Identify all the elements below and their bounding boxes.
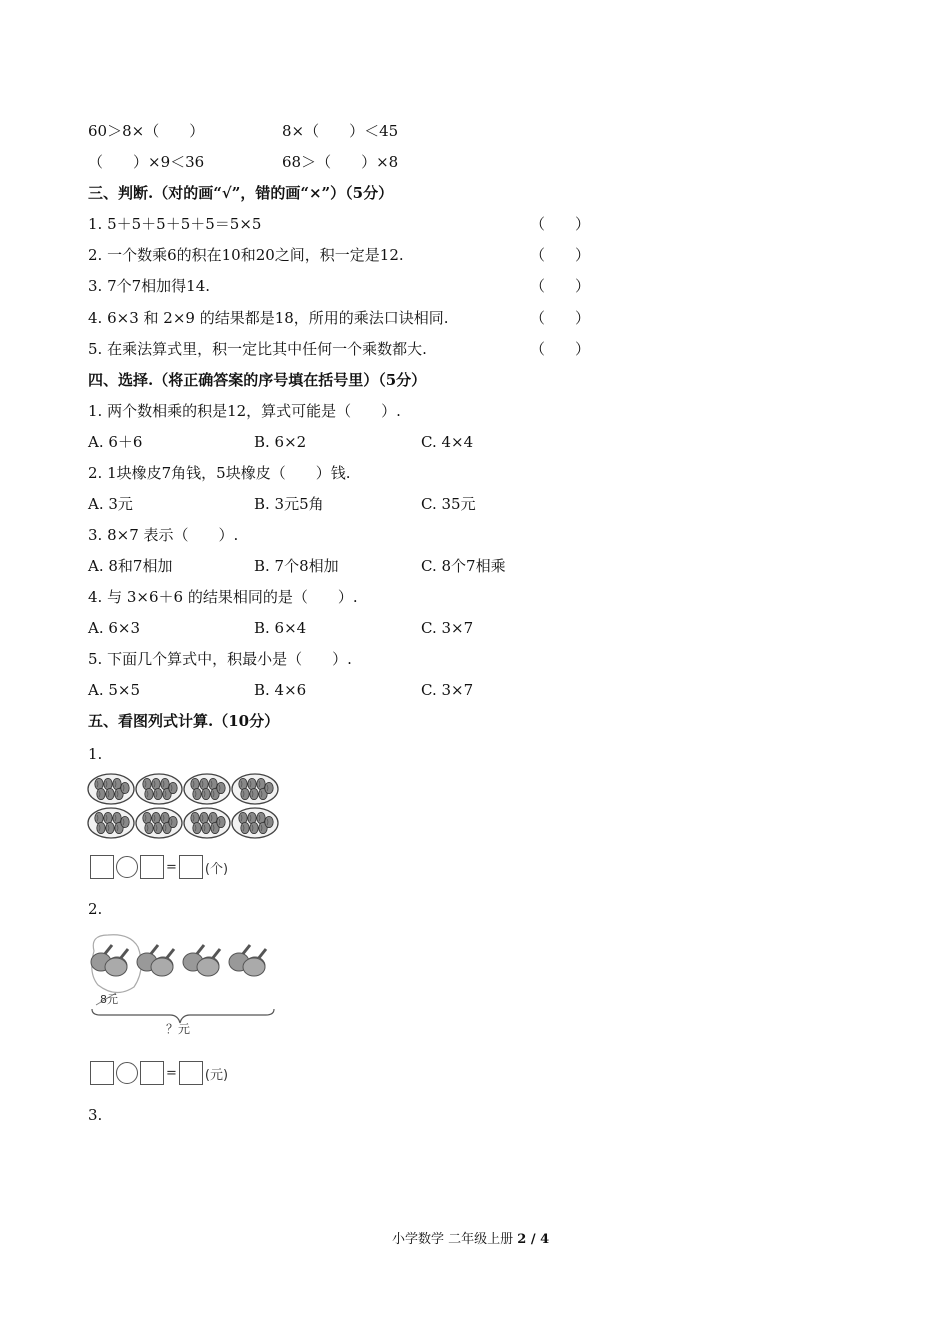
equation-row-2: [90, 1061, 230, 1085]
fill-left-1: 60＞8×（ ）: [88, 122, 205, 140]
choice-5-option-a[interactable]: A. 5×5: [88, 681, 141, 699]
choice-question-3: 3. 8×7 表示（ ）.: [88, 526, 239, 544]
choice-3-option-a[interactable]: A. 8和7相加: [88, 557, 173, 575]
page-footer: [392, 1228, 549, 1247]
operator-circle[interactable]: [116, 856, 138, 878]
choice-1-option-a[interactable]: A. 6＋6: [88, 433, 143, 451]
judge-item-1: 1. 5＋5＋5＋5＋5＝5×5: [88, 215, 262, 233]
problem-2-number: 2.: [88, 900, 103, 918]
choice-4-option-a[interactable]: A. 6×3: [88, 619, 141, 637]
problem-1-number: 1.: [88, 745, 103, 763]
footer-text: 小学数学 二年级上册: [392, 1232, 518, 1247]
judge-item-5: 5. 在乘法算式里，积一定比其中任何一个乘数都大.: [88, 340, 427, 358]
answer-paren-1[interactable]: （ ）: [530, 215, 591, 233]
fill-right-1: 8×（ ）＜45: [282, 122, 399, 140]
choice-question-5: 5. 下面几个算式中，积最小是（ ）.: [88, 650, 352, 668]
choice-5-option-c[interactable]: C. 3×7: [421, 681, 474, 699]
section4-heading: 四、选择.（将正确答案的序号填在括号里）（5分）: [88, 371, 427, 389]
section5-heading: 五、看图列式计算.（10分）: [88, 712, 280, 730]
choice-1-option-c[interactable]: C. 4×4: [421, 433, 474, 451]
judge-item-3: 3. 7个7相加得14.: [88, 277, 211, 295]
total-price-label: ？元: [166, 1022, 191, 1036]
answer-box[interactable]: [179, 855, 203, 879]
choice-2-option-b[interactable]: B. 3元5角: [254, 495, 324, 513]
page-number: 2 / 4: [517, 1232, 550, 1247]
choice-3-option-c[interactable]: C. 8个7相乘: [421, 557, 506, 575]
answer-box[interactable]: [140, 855, 164, 879]
answer-box[interactable]: [179, 1061, 203, 1085]
choice-4-option-b[interactable]: B. 6×4: [254, 619, 307, 637]
choice-2-option-c[interactable]: C. 35元: [421, 495, 476, 513]
answer-box[interactable]: [140, 1061, 164, 1085]
choice-3-option-b[interactable]: B. 7个8相加: [254, 557, 339, 575]
problem-3-number: 3.: [88, 1106, 103, 1124]
equals-sign: =: [166, 859, 177, 875]
answer-paren-2[interactable]: （ ）: [530, 246, 591, 264]
choice-question-2: 2. 1块橡皮7角钱，5块橡皮（ ）钱.: [88, 464, 351, 482]
answer-box[interactable]: [90, 855, 114, 879]
fill-left-2: （ ）×9＜36: [88, 153, 205, 171]
choice-1-option-b[interactable]: B. 6×2: [254, 433, 307, 451]
unit-label: (个): [204, 861, 229, 877]
grouped-items-illustration: [86, 771, 282, 841]
equals-sign: =: [166, 1065, 177, 1081]
answer-paren-5[interactable]: （ ）: [530, 340, 591, 358]
operator-circle[interactable]: [116, 1062, 138, 1084]
answer-paren-3[interactable]: （ ）: [530, 277, 591, 295]
answer-paren-4[interactable]: （ ）: [530, 309, 591, 327]
fill-right-2: 68＞（ ）×8: [282, 153, 399, 171]
choice-4-option-c[interactable]: C. 3×7: [421, 619, 474, 637]
choice-question-1: 1. 两个数相乘的积是12，算式可能是（ ）.: [88, 402, 401, 420]
choice-question-4: 4. 与 3×6＋6 的结果相同的是（ ）.: [88, 588, 358, 606]
unit-label: (元): [204, 1067, 229, 1083]
section3-heading: 三、判断.（对的画“√”，错的画“×”）（5分）: [88, 184, 394, 202]
equation-row-1: [90, 855, 230, 879]
judge-item-4: 4. 6×3 和 2×9 的结果都是18，所用的乘法口诀相同.: [88, 309, 449, 327]
judge-item-2: 2. 一个数乘6的积在10和20之间，积一定是12.: [88, 246, 404, 264]
ping-pong-paddles-illustration: [86, 929, 282, 1037]
paddle-price-label: 8元: [100, 993, 118, 1006]
choice-5-option-b[interactable]: B. 4×6: [254, 681, 307, 699]
choice-2-option-a[interactable]: A. 3元: [88, 495, 133, 513]
answer-box[interactable]: [90, 1061, 114, 1085]
